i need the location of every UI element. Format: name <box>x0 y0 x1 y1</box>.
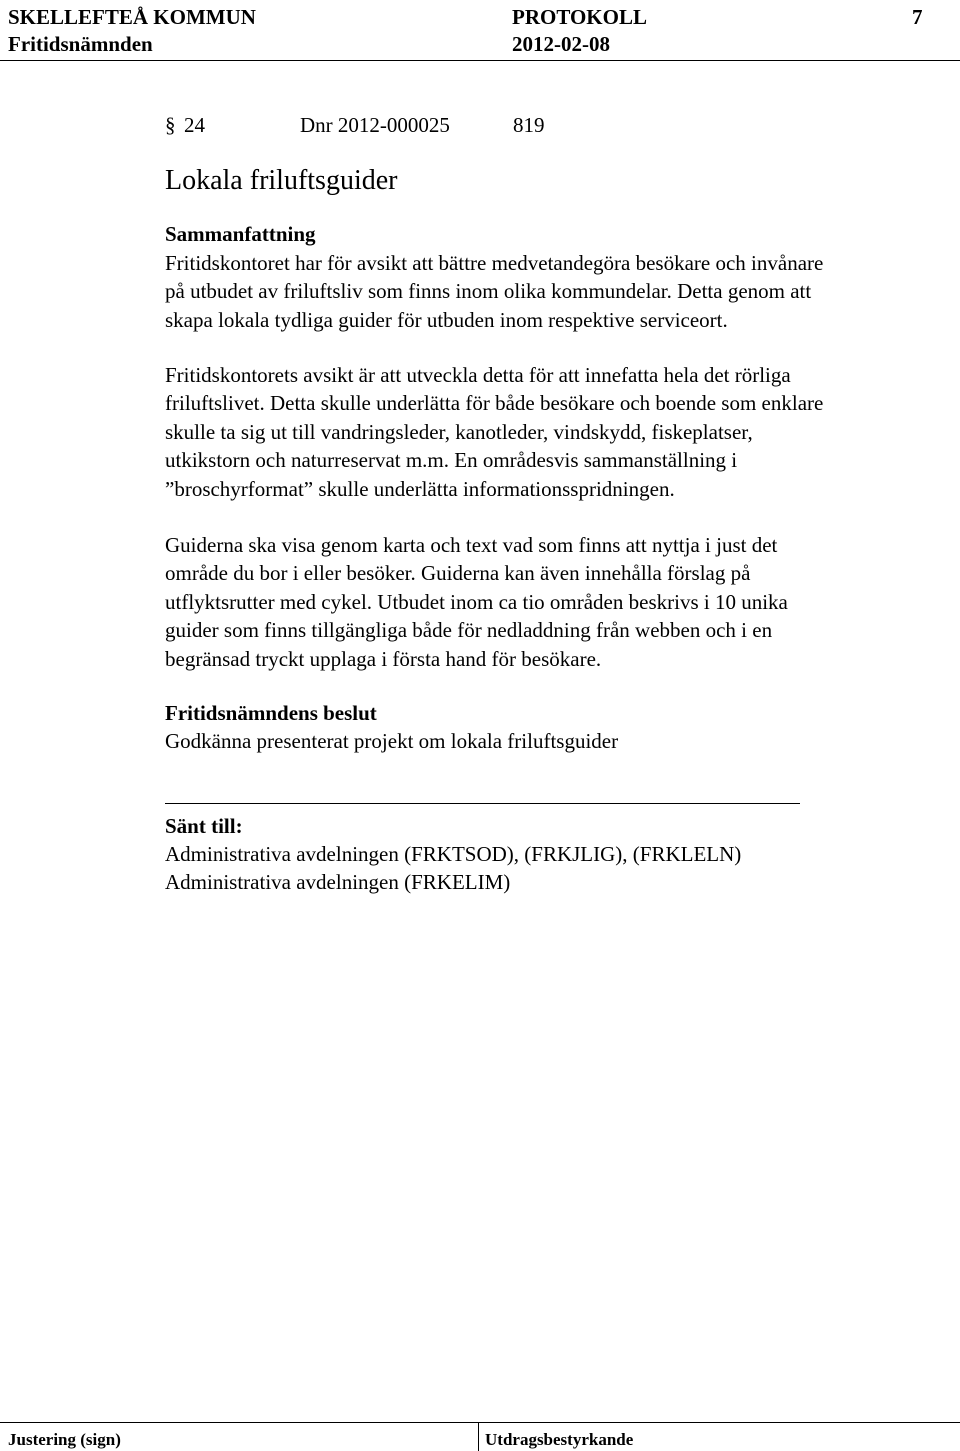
footer-signature-label: Justering (sign) <box>8 1430 121 1449</box>
recipient-line: Administrativa avdelningen (FRKTSOD), (FRKJLIG), (FRKLELN) <box>165 842 742 866</box>
decision-heading: Fritidsnämndens beslut <box>165 701 377 725</box>
paragraph-line: ”broschyrformat” skulle underlätta informationsspridningen. <box>165 476 675 501</box>
document-type: PROTOKOLL <box>512 5 647 29</box>
footer-certification-label: Utdragsbestyrkande <box>485 1430 634 1449</box>
paragraph-line: Fritidskontorets avsikt är att utveckla detta för att innefatta hela det rörliga <box>165 363 791 387</box>
distribution-list <box>165 840 741 897</box>
distribution-heading: Sänt till: <box>165 814 243 838</box>
paragraph-line: Fritidskontoret har för avsikt att bättre medvetandegöra besökare och invånare <box>165 251 824 275</box>
footer-column-divider <box>478 1422 479 1451</box>
item-title: Lokala friluftsguider <box>165 165 398 196</box>
org-name: SKELLEFTEÅ KOMMUN <box>8 5 256 29</box>
separator-line <box>165 803 800 804</box>
meeting-date: 2012-02-08 <box>512 32 610 56</box>
paragraph-line: utflyktsrutter med cykel. Utbudet inom ca tio områden beskrivs i 10 unika <box>165 589 788 614</box>
summary-heading: Sammanfattning <box>165 222 316 246</box>
paragraph-line: begränsad tryckt upplaga i första hand för besökare. <box>165 646 602 671</box>
paragraph-line: område du bor i eller besöker. Guiderna kan även innehålla förslag på <box>165 561 751 586</box>
paragraph-line: utkikstorn och naturreservat m.m. En områdesvis sammanställning i <box>165 448 738 473</box>
diary-number: Dnr 2012-000025 <box>300 113 450 137</box>
paragraph-line: skapa lokala tydliga guider för utbuden inom respektive serviceort. <box>165 307 728 332</box>
section-symbol: § <box>165 113 176 137</box>
committee-name: Fritidsnämnden <box>8 32 153 56</box>
paragraph-line: friluftslivet. Detta skulle underlätta för både besökare och boende som enklare <box>165 391 824 416</box>
summary-paragraph <box>165 249 823 334</box>
page-number: 7 <box>912 5 923 29</box>
summary-paragraph <box>165 361 823 503</box>
summary-paragraph <box>165 531 788 673</box>
paragraph-line: på utbudet av friluftsliv som finns inom olika kommundelar. Detta genom att <box>165 279 812 304</box>
footer-divider <box>0 1422 960 1423</box>
recipient-line: Administrativa avdelningen (FRKELIM) <box>165 870 511 895</box>
header-divider <box>0 60 960 61</box>
paragraph-line: guider som finns tillgängliga både för nedladdning från webben och i en <box>165 618 773 643</box>
paragraph-line: skulle ta sig ut till vandringsleder, kanotleder, vindskydd, fiskeplatser, <box>165 419 753 444</box>
item-code: 819 <box>513 113 545 137</box>
paragraph-line: Guiderna ska visa genom karta och text vad som finns att nyttja i just det <box>165 533 778 557</box>
decision-text: Godkänna presenterat projekt om lokala friluftsguider <box>165 729 619 753</box>
section-number: 24 <box>184 113 205 137</box>
